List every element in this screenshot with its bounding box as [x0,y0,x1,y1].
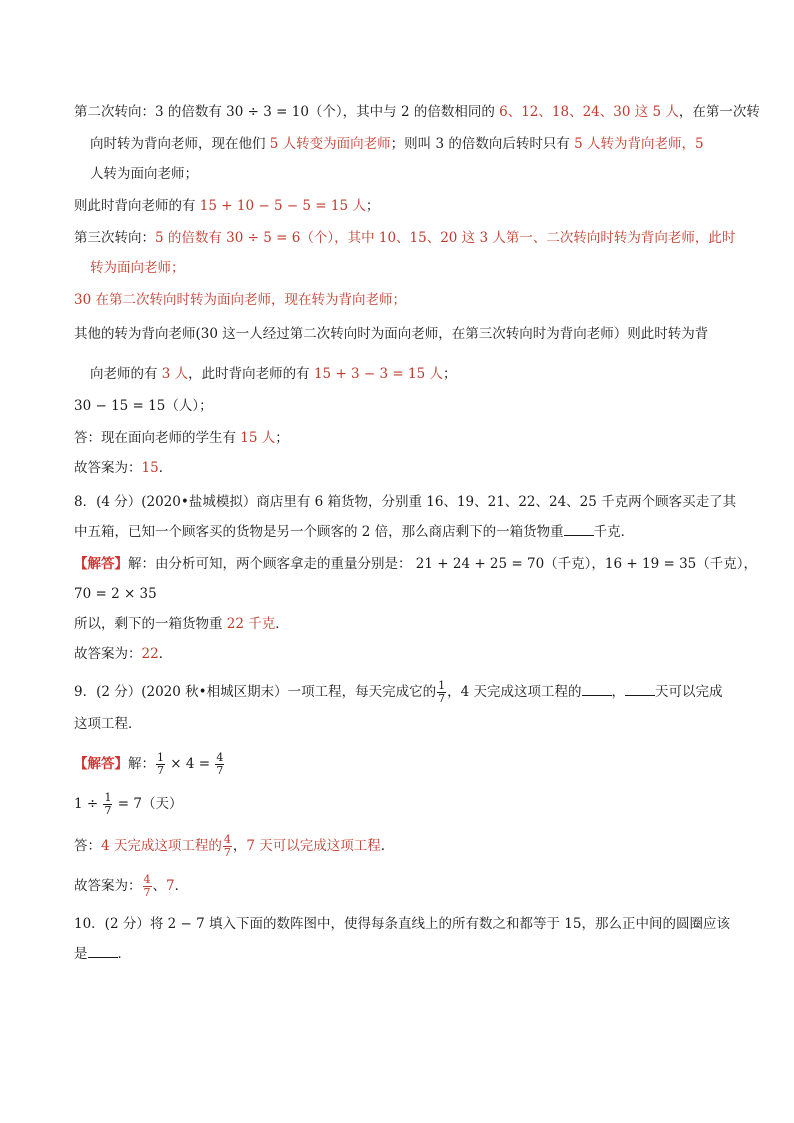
text: 第二次转向：3 的倍数有 30 ÷ 3 = 10（个），其中与 2 的倍数相同的 [74,104,495,120]
text: 第三次转向： [74,230,155,246]
answer-text: 6、12、18、24、30 这 5 人 [494,104,679,120]
solution-line [74,196,379,216]
solution-line [74,324,708,344]
numerator: 1 [157,751,164,764]
answer-text: 22 千克 [222,616,276,632]
text: ． [174,878,189,894]
solution-line [74,396,213,416]
answer-9 [74,792,182,817]
numerator: 4 [216,751,224,764]
text: 其他的转为背向老师(30 这一人经过第二次转向时为面向老师，在第三次转向时为背向老师）则此时转为背 [74,326,709,342]
text: ； [365,198,380,214]
answer-text: 7 [166,878,175,894]
numerator: 1 [438,679,446,692]
question-text: 10．(2 分）将 2 − 7 填入下面的数阵图中，使得每条直线上的所有数之和都等于 15，那么正中间的圆圈应该 [74,916,730,932]
text: ． [158,646,173,662]
solution-line [74,102,760,122]
text: ； [442,366,457,382]
text: = 7（天） [113,796,183,812]
solution-line [90,164,198,184]
answer-text: 转为面向老师； [90,260,185,276]
answer-tag: 【解答】 [74,556,128,572]
fraction [143,874,152,899]
text: 故答案为： [74,646,142,662]
fraction [156,752,165,777]
answer-text: 15 人 [236,430,276,446]
text: ． [380,838,395,854]
text: 向老师的有 [90,366,158,382]
text: 30 − 15 = 15（人）； [74,398,213,414]
text: 解：由分析可知，两个顾客拿走的重量分别是： 21 + 24 + 25 = 70（千克），16 + 19 = 35（千克）， [128,556,758,572]
answer-8 [74,554,757,574]
denominator: 7 [223,846,231,859]
answer-text: 3 人 [157,366,189,382]
solution-line [74,458,172,478]
answer-text: 15 [141,460,159,476]
numerator: 4 [223,833,231,846]
question-8 [74,492,736,512]
text: 故答案为： [74,878,142,894]
text: 答：现在面向老师的学生有 [74,430,236,446]
solution-line [74,428,289,448]
answer-blank [625,683,655,696]
answer-9 [74,834,394,859]
denominator: 7 [143,886,151,899]
text: 答： [74,838,101,854]
text: ，此时背向老师的有 [188,366,314,382]
question-text: 这项工程． [74,716,142,732]
solution-line [74,290,406,310]
text: 1 ÷ [74,796,103,812]
answer-text: 15 + 3 − 3 = 15 人 [313,366,443,382]
question-8 [74,522,634,542]
answer-text: 5 的倍数有 30 ÷ 5 = 6（个），其中 10、15、20 这 3 人第一、二次转向时转为背向老师，此时 [155,230,736,246]
denominator: 7 [157,764,164,777]
denominator: 7 [438,692,446,705]
solution-line [74,228,735,248]
text: 所以，剩下的一箱货物重 [74,616,223,632]
solution-line [90,364,456,384]
answer-blank [582,683,612,696]
answer-tag: 【解答】 [74,756,128,772]
question-text: 8．(4 分）(2020•盐城模拟）商店里有 6 箱货物，分别重 16、19、21、22、24、25 千克两个顾客买走了其 [74,494,737,510]
text: × 4 = [166,756,215,772]
question-text: 9．(2 分）(2020 秋•相城区期末）一项工程，每天完成它的 [74,684,437,700]
question-text: ，4 天完成这项工程的 [447,684,582,700]
answer-8 [74,584,157,604]
text: ， [232,838,247,854]
text: 解： [128,756,155,772]
question-text: ， [611,684,626,700]
denominator: 7 [104,804,112,817]
answer-text: 15 + 10 − 5 − 5 = 15 人 [199,198,366,214]
answer-9 [74,874,188,899]
denominator: 7 [216,764,224,777]
text: ； [275,430,289,446]
numerator: 1 [104,791,112,804]
answer-blank [88,945,118,958]
text: ． [275,616,289,632]
question-10 [74,944,131,964]
solution-line [90,258,185,278]
fraction [223,834,232,859]
text: ． [158,460,173,476]
numerator: 4 [143,873,151,886]
question-9 [74,714,142,734]
answer-text: 22 [141,646,159,662]
answer-9 [74,752,225,777]
fraction [215,752,224,777]
question-text: ． [117,946,131,962]
question-9 [74,680,723,705]
text: 则此时背向老师的有 [74,198,200,214]
question-text: 是 [74,946,88,962]
fraction [103,792,112,817]
text: 、 [152,878,166,894]
question-text: 千克． [593,524,635,540]
answer-text: 7 天可以完成这项工程 [246,838,381,854]
text: 人转为面向老师； [90,166,198,182]
text: 70 = 2 × 35 [74,586,157,602]
answer-8 [74,614,289,634]
question-10 [74,914,730,934]
answer-blank [564,523,594,536]
text: ，在第一次转 [678,104,760,120]
answer-text: 5 人转为背向老师，5 [569,136,704,152]
question-text: 天可以完成 [655,684,723,700]
answer-text: 30 在第二次转向时转为面向老师，现在转为背向老师； [74,292,406,308]
question-text: 中五箱，已知一个顾客买的货物是另一个顾客的 2 倍，那么商店剩下的一箱货物重 [74,524,564,540]
text: 故答案为： [74,460,142,476]
text: ；则叫 3 的倍数向后转时只有 [390,136,570,152]
answer-text: 5 人转变为面向老师 [265,136,391,152]
answer-8 [74,644,172,664]
fraction [437,680,446,705]
answer-text: 4 天完成这项工程的 [101,838,222,854]
text: 向时转为背向老师，现在他们 [90,136,266,152]
solution-line [90,134,704,154]
